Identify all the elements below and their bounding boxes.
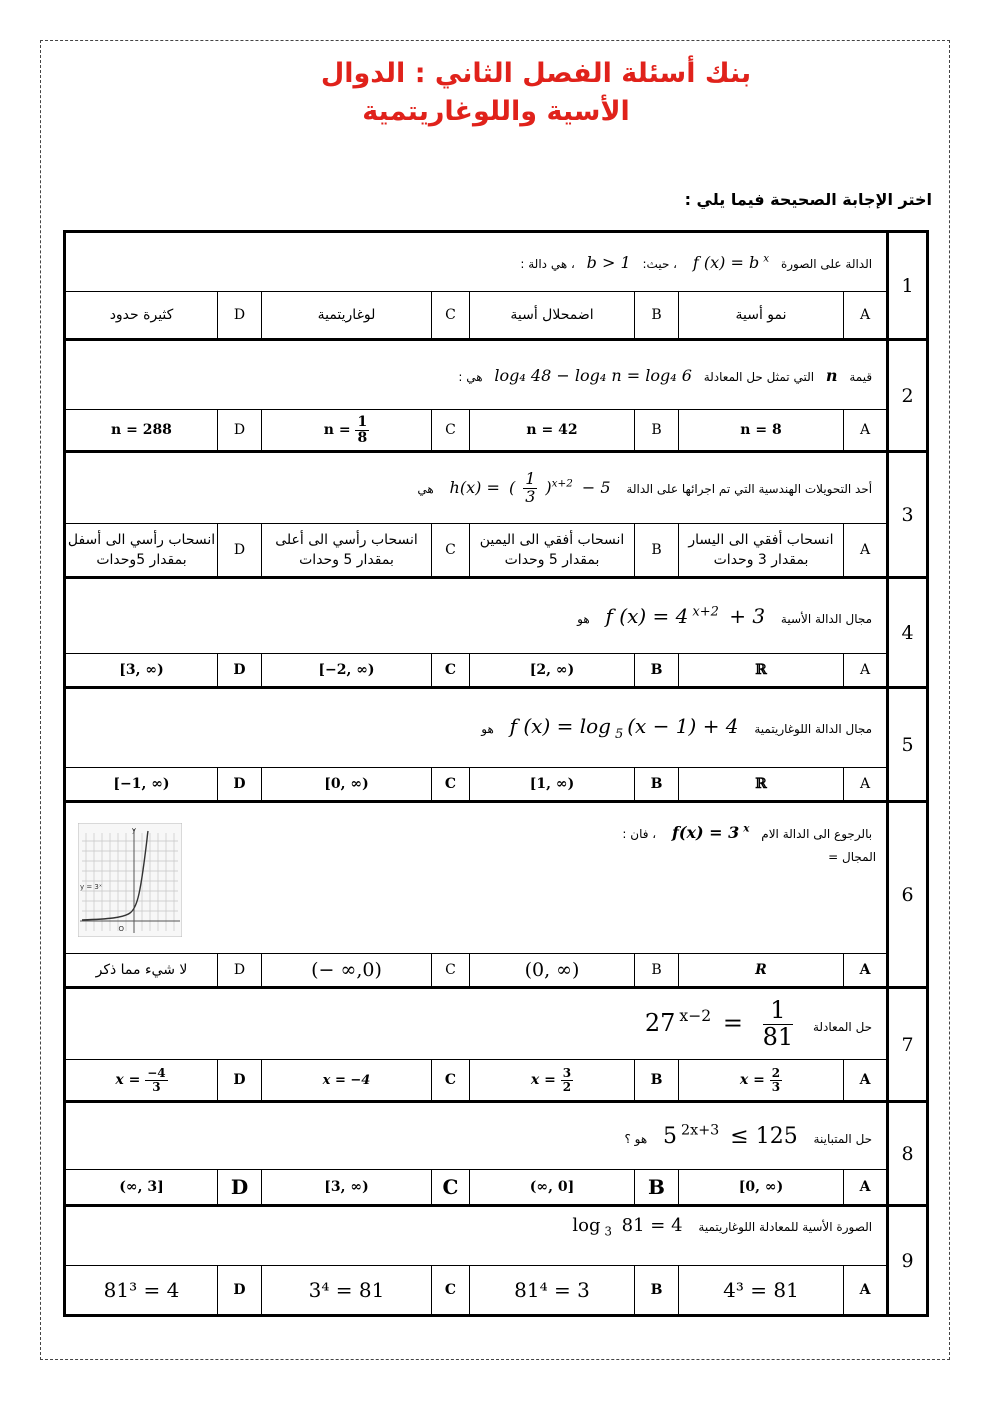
option-b[interactable]: (0, ∞): [470, 954, 635, 988]
option-d[interactable]: كثيرة حدود: [65, 292, 218, 340]
option-d[interactable]: 81³ = 4: [65, 1266, 218, 1316]
options-row: [65, 1170, 928, 1206]
option-d[interactable]: x = $\frac{-4}{3}$: [65, 1060, 218, 1102]
question-number: 7: [888, 988, 928, 1102]
instruction: اختر الإجابة الصحيحة فيما يلي :: [684, 190, 932, 209]
question-number: 2: [888, 340, 928, 452]
question-row: [65, 578, 928, 654]
option-letter-c: C: [432, 654, 470, 688]
option-letter-a: A: [844, 1266, 888, 1316]
option-d[interactable]: [−1, ∞): [65, 768, 218, 802]
option-letter-d: D: [218, 1266, 262, 1316]
question-number: 3: [888, 452, 928, 578]
option-letter-c: C: [432, 292, 470, 340]
option-a[interactable]: R: [679, 954, 844, 988]
option-b[interactable]: [2, ∞): [470, 654, 635, 688]
question-stem: حل المتباينة 5 $^{2x+3}$ ≤ 125 هو ؟: [65, 1102, 888, 1170]
exponential-graph: [78, 823, 182, 937]
option-letter-c: C: [432, 1170, 470, 1206]
option-d[interactable]: [3, ∞): [65, 654, 218, 688]
question-number: 1: [888, 232, 928, 340]
option-a[interactable]: نمو أسية: [679, 292, 844, 340]
options-row: [65, 954, 928, 988]
question-row: [65, 452, 928, 524]
option-letter-b: B: [635, 524, 679, 578]
option-letter-c: C: [432, 954, 470, 988]
question-table: [63, 230, 929, 1317]
question-stem: الصورة الأسية للمعادلة اللوغاريتمية log $_3$ 81 = 4: [65, 1206, 888, 1266]
question-number: 6: [888, 802, 928, 988]
option-c[interactable]: [3, ∞): [262, 1170, 432, 1206]
option-letter-b: B: [635, 292, 679, 340]
option-b[interactable]: 81⁴ = 3: [470, 1266, 635, 1316]
question-row: [65, 1206, 928, 1266]
option-b[interactable]: x = $\frac{3}{2}$: [470, 1060, 635, 1102]
option-letter-b: B: [635, 1060, 679, 1102]
question-row: [65, 340, 928, 410]
question-row: [65, 802, 928, 954]
options-row: [65, 1060, 928, 1102]
option-c[interactable]: x = −4: [262, 1060, 432, 1102]
question-stem: مجال الدالة الأسية f (x) = 4 $^{x+2}$ + 3 هو: [65, 578, 888, 654]
option-letter-d: D: [218, 1060, 262, 1102]
option-letter-c: C: [432, 524, 470, 578]
option-letter-c: C: [432, 768, 470, 802]
option-letter-a: A: [844, 768, 888, 802]
option-letter-b: B: [635, 654, 679, 688]
option-a[interactable]: 4³ = 81: [679, 1266, 844, 1316]
option-c[interactable]: [0, ∞): [262, 768, 432, 802]
options-row: [65, 524, 928, 578]
question-number: 8: [888, 1102, 928, 1206]
option-letter-d: D: [218, 1170, 262, 1206]
option-letter-d: D: [218, 524, 262, 578]
question-number: 5: [888, 688, 928, 802]
question-row: [65, 988, 928, 1060]
option-b[interactable]: انسحاب أفقي الى اليمين بمقدار 5 وحدات: [470, 524, 635, 578]
page-subtitle: الأسية واللوغاريتمية: [362, 96, 630, 127]
option-letter-d: D: [218, 292, 262, 340]
option-letter-b: B: [635, 768, 679, 802]
options-row: [65, 1266, 928, 1316]
option-b[interactable]: [1, ∞): [470, 768, 635, 802]
option-d[interactable]: لا شيء مما ذكر: [65, 954, 218, 988]
option-letter-c: C: [432, 1266, 470, 1316]
question-stem: الدالة على الصورة f (x) = b $^x$ ، حيث: b > 1 ، هي دالة :: [65, 232, 888, 292]
option-a[interactable]: [0, ∞): [679, 1170, 844, 1206]
option-letter-a: A: [844, 654, 888, 688]
option-letter-b: B: [635, 1266, 679, 1316]
options-row: [65, 768, 928, 802]
option-a[interactable]: انسحاب أفقي الى اليسار بمقدار 3 وحدات: [679, 524, 844, 578]
option-letter-a: A: [844, 410, 888, 452]
option-letter-b: B: [635, 954, 679, 988]
svg-text:y = 3ˣ: y = 3ˣ: [79, 883, 102, 891]
option-letter-b: B: [635, 1170, 679, 1206]
option-letter-b: B: [635, 410, 679, 452]
option-letter-c: C: [432, 410, 470, 452]
question-stem: مجال الدالة اللوغاريتمية f (x) = log $_5$ (x − 1) + 4 هو: [65, 688, 888, 768]
option-letter-a: A: [844, 1060, 888, 1102]
option-letter-d: D: [218, 410, 262, 452]
option-b[interactable]: n = 42: [470, 410, 635, 452]
option-a[interactable]: x = $\frac{2}{3}$: [679, 1060, 844, 1102]
option-d[interactable]: n = 288: [65, 410, 218, 452]
svg-text:y: y: [131, 826, 136, 834]
option-letter-a: A: [844, 524, 888, 578]
option-d[interactable]: (∞, 3]: [65, 1170, 218, 1206]
options-row: [65, 654, 928, 688]
question-number: 9: [888, 1206, 928, 1316]
option-c[interactable]: انسحاب رأسي الى أعلى بمقدار 5 وحدات: [262, 524, 432, 578]
option-letter-a: A: [844, 292, 888, 340]
question-stem: حل المعادلة 27 $^{x-2}$ = $\frac{1}{81}$: [65, 988, 888, 1060]
option-letter-d: D: [218, 654, 262, 688]
option-letter-a: A: [844, 1170, 888, 1206]
option-letter-a: A: [844, 954, 888, 988]
question-row: [65, 1102, 928, 1170]
option-b[interactable]: (∞, 0]: [470, 1170, 635, 1206]
option-c[interactable]: لوغاريتمية: [262, 292, 432, 340]
option-a[interactable]: n = 8: [679, 410, 844, 452]
question-stem: y = 3ˣ O y بالرجوع الى الدالة الام f(x) = 3 $^x$ ، فان : المجال =: [65, 802, 888, 954]
option-d[interactable]: انسحاب رأسي الى أسفل بمقدار 5وحدات: [65, 524, 218, 578]
question-stem: قيمة n التي تمثل حل المعادلة log₄ 48 − log₄ n = log₄ 6 هي :: [65, 340, 888, 410]
option-a[interactable]: ℝ: [679, 654, 844, 688]
option-letter-d: D: [218, 954, 262, 988]
option-c[interactable]: n = $\frac{1}{8}$: [262, 410, 432, 452]
svg-text:O: O: [118, 925, 124, 933]
question-row: [65, 232, 928, 292]
option-letter-c: C: [432, 1060, 470, 1102]
page-title: بنك أسئلة الفصل الثاني : الدوال: [320, 58, 752, 89]
options-row: [65, 292, 928, 340]
question-row: [65, 688, 928, 768]
option-letter-d: D: [218, 768, 262, 802]
option-b[interactable]: اضمحلال أسية: [470, 292, 635, 340]
question-number: 4: [888, 578, 928, 688]
options-row: [65, 410, 928, 452]
option-c[interactable]: [−2, ∞): [262, 654, 432, 688]
option-c[interactable]: 3⁴ = 81: [262, 1266, 432, 1316]
option-c[interactable]: (− ∞,0): [262, 954, 432, 988]
question-stem: أحد التحويلات الهندسية التي تم اجرائها على الدالة h(x) = ( $\frac{1}{3}$ )$^{x+2}$ − 5 هي: [65, 452, 888, 524]
option-a[interactable]: ℝ: [679, 768, 844, 802]
